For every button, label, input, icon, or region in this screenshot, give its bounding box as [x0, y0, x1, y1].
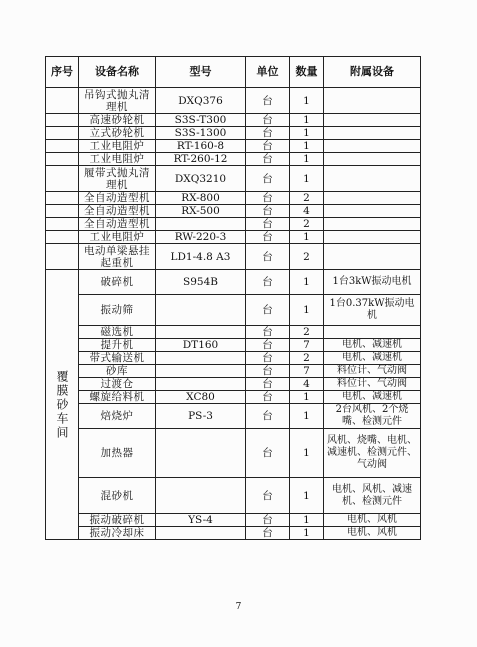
attach-cell — [324, 88, 421, 114]
unit-cell: 台 — [246, 404, 290, 429]
header-index: 序号 — [46, 57, 79, 88]
header-attach: 附属设备 — [324, 57, 421, 88]
qty-cell: 1 — [290, 478, 324, 514]
table-row — [46, 404, 421, 429]
unit-cell: 台 — [246, 339, 290, 352]
name-cell: 螺旋给料机 — [79, 391, 156, 404]
name-cell: 高速砂轮机 — [79, 114, 156, 127]
attach-cell: 2台风机、2个烧嘴、检测元件 — [324, 404, 421, 429]
attach-cell — [324, 166, 421, 192]
section-label: 覆膜砂车间 — [46, 270, 79, 540]
model-cell — [156, 429, 246, 478]
table-row — [46, 270, 421, 295]
qty-cell: 1 — [290, 166, 324, 192]
table-row — [46, 365, 421, 378]
table-row — [46, 205, 421, 218]
unit-cell: 台 — [246, 153, 290, 166]
index-cell — [46, 231, 79, 244]
unit-cell: 台 — [246, 514, 290, 527]
header-qty: 数量 — [290, 57, 324, 88]
attach-cell — [324, 244, 421, 270]
model-cell: S3S-1300 — [156, 127, 246, 140]
table-row — [46, 378, 421, 391]
page-number: 7 — [235, 602, 242, 612]
model-cell — [156, 378, 246, 391]
model-cell: RW-220-3 — [156, 231, 246, 244]
qty-cell: 2 — [290, 192, 324, 205]
name-cell: 焙烧炉 — [79, 404, 156, 429]
model-cell: DXQ376 — [156, 88, 246, 114]
name-cell: 破碎机 — [79, 270, 156, 295]
model-cell: DT160 — [156, 339, 246, 352]
unit-cell: 台 — [246, 114, 290, 127]
model-cell: RX-500 — [156, 205, 246, 218]
model-cell: DXQ3210 — [156, 166, 246, 192]
name-cell: 吊钩式抛丸清理机 — [79, 88, 156, 114]
name-cell: 全自动造型机 — [79, 192, 156, 205]
unit-cell: 台 — [246, 231, 290, 244]
name-cell: 过渡仓 — [79, 378, 156, 391]
model-cell: S954B — [156, 270, 246, 295]
table-row — [46, 295, 421, 326]
unit-cell: 台 — [246, 527, 290, 540]
qty-cell: 2 — [290, 244, 324, 270]
table-row — [46, 352, 421, 365]
attach-cell: 电机、风机、减速机、检测元件 — [324, 478, 421, 514]
model-cell: RX-800 — [156, 192, 246, 205]
unit-cell: 台 — [246, 429, 290, 478]
qty-cell: 7 — [290, 339, 324, 352]
unit-cell: 台 — [246, 192, 290, 205]
index-cell — [46, 205, 79, 218]
name-cell: 立式砂轮机 — [79, 127, 156, 140]
attach-cell — [324, 218, 421, 231]
model-cell: LD1-4.8 A3 — [156, 244, 246, 270]
name-cell: 带式输送机 — [79, 352, 156, 365]
qty-cell: 4 — [290, 205, 324, 218]
qty-cell: 4 — [290, 378, 324, 391]
table-row — [46, 326, 421, 339]
qty-cell: 7 — [290, 365, 324, 378]
model-cell — [156, 365, 246, 378]
name-cell: 磁选机 — [79, 326, 156, 339]
attach-cell — [324, 231, 421, 244]
unit-cell: 台 — [246, 365, 290, 378]
header-row — [46, 57, 421, 88]
attach-cell — [324, 192, 421, 205]
qty-cell: 1 — [290, 391, 324, 404]
qty-cell: 1 — [290, 404, 324, 429]
index-cell — [46, 88, 79, 114]
unit-cell: 台 — [246, 127, 290, 140]
index-cell — [46, 192, 79, 205]
name-cell: 工业电阻炉 — [79, 231, 156, 244]
attach-cell — [324, 140, 421, 153]
attach-cell: 电机、风机 — [324, 514, 421, 527]
table-row — [46, 140, 421, 153]
qty-cell: 1 — [290, 514, 324, 527]
unit-cell: 台 — [246, 391, 290, 404]
attach-cell — [324, 127, 421, 140]
table-row — [46, 88, 421, 114]
qty-cell: 1 — [290, 429, 324, 478]
model-cell: YS-4 — [156, 514, 246, 527]
name-cell: 全自动造型机 — [79, 218, 156, 231]
attach-cell: 1台3kW振动电机 — [324, 270, 421, 295]
attach-cell: 电机、减速机 — [324, 391, 421, 404]
equipment-table — [45, 56, 421, 540]
unit-cell: 台 — [246, 218, 290, 231]
index-cell — [46, 114, 79, 127]
table-row — [46, 429, 421, 478]
attach-cell — [324, 114, 421, 127]
index-cell — [46, 166, 79, 192]
attach-cell: 电机、风机 — [324, 527, 421, 540]
model-cell: XC80 — [156, 391, 246, 404]
unit-cell: 台 — [246, 295, 290, 326]
unit-cell: 台 — [246, 205, 290, 218]
qty-cell: 1 — [290, 231, 324, 244]
name-cell: 工业电阻炉 — [79, 140, 156, 153]
model-cell — [156, 527, 246, 540]
qty-cell: 1 — [290, 114, 324, 127]
name-cell: 砂库 — [79, 365, 156, 378]
qty-cell: 1 — [290, 527, 324, 540]
model-cell: RT-160-8 — [156, 140, 246, 153]
header-name: 设备名称 — [79, 57, 156, 88]
table-row — [46, 514, 421, 527]
unit-cell: 台 — [246, 88, 290, 114]
unit-cell: 台 — [246, 352, 290, 365]
index-cell — [46, 127, 79, 140]
model-cell — [156, 295, 246, 326]
qty-cell: 2 — [290, 218, 324, 231]
qty-cell: 1 — [290, 127, 324, 140]
qty-cell: 1 — [290, 140, 324, 153]
name-cell: 振动破碎机 — [79, 514, 156, 527]
table-row — [46, 231, 421, 244]
unit-cell: 台 — [246, 244, 290, 270]
unit-cell: 台 — [246, 478, 290, 514]
table-row — [46, 166, 421, 192]
qty-cell: 2 — [290, 352, 324, 365]
table-row — [46, 339, 421, 352]
index-cell — [46, 218, 79, 231]
attach-cell: 料位计、气动阀 — [324, 365, 421, 378]
name-cell: 履带式抛丸清理机 — [79, 166, 156, 192]
name-cell: 电动单梁悬挂起重机 — [79, 244, 156, 270]
name-cell: 提升机 — [79, 339, 156, 352]
header-model: 型号 — [156, 57, 246, 88]
unit-cell: 台 — [246, 270, 290, 295]
qty-cell: 1 — [290, 153, 324, 166]
attach-cell — [324, 153, 421, 166]
attach-cell: 电机、减速机 — [324, 352, 421, 365]
model-cell — [156, 326, 246, 339]
table-row — [46, 114, 421, 127]
table-row — [46, 192, 421, 205]
unit-cell: 台 — [246, 166, 290, 192]
qty-cell: 1 — [290, 270, 324, 295]
attach-cell: 1台0.37kW振动电机 — [324, 295, 421, 326]
name-cell: 工业电阻炉 — [79, 153, 156, 166]
attach-cell — [324, 326, 421, 339]
qty-cell: 1 — [290, 295, 324, 326]
attach-cell: 料位计、气动阀 — [324, 378, 421, 391]
name-cell: 加热器 — [79, 429, 156, 478]
model-cell — [156, 352, 246, 365]
qty-cell: 1 — [290, 88, 324, 114]
index-cell — [46, 244, 79, 270]
attach-cell: 风机、烧嘴、电机、减速机、检测元件、气动阀 — [324, 429, 421, 478]
model-cell: RT-260-12 — [156, 153, 246, 166]
name-cell: 混砂机 — [79, 478, 156, 514]
name-cell: 振动冷却床 — [79, 527, 156, 540]
table-row — [46, 244, 421, 270]
qty-cell: 2 — [290, 326, 324, 339]
table-row — [46, 218, 421, 231]
model-cell — [156, 218, 246, 231]
name-cell: 振动筛 — [79, 295, 156, 326]
unit-cell: 台 — [246, 326, 290, 339]
table-row — [46, 391, 421, 404]
table-row — [46, 478, 421, 514]
header-unit: 单位 — [246, 57, 290, 88]
unit-cell: 台 — [246, 140, 290, 153]
model-cell: S3S-T300 — [156, 114, 246, 127]
table-row — [46, 153, 421, 166]
model-cell — [156, 478, 246, 514]
index-cell — [46, 140, 79, 153]
attach-cell: 电机、减速机 — [324, 339, 421, 352]
table-row — [46, 527, 421, 540]
attach-cell — [324, 205, 421, 218]
name-cell: 全自动造型机 — [79, 205, 156, 218]
index-cell — [46, 153, 79, 166]
model-cell: PS-3 — [156, 404, 246, 429]
unit-cell: 台 — [246, 378, 290, 391]
table-row — [46, 127, 421, 140]
